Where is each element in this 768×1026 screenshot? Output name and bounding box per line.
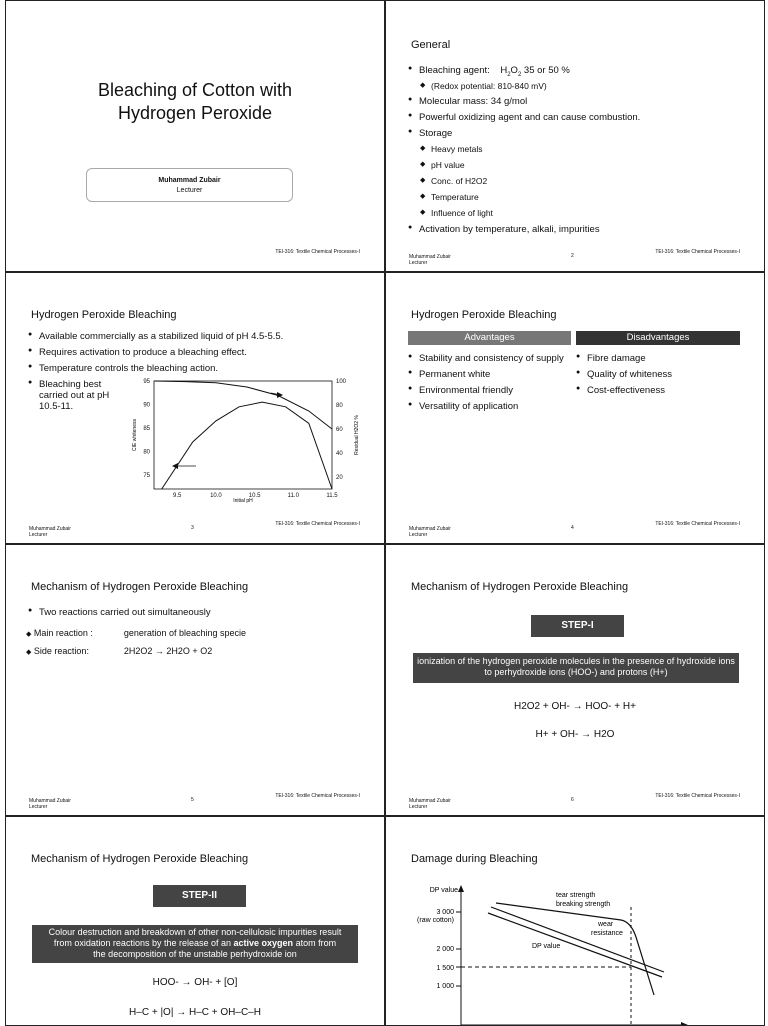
list-item: ● Storage ◆ Heavy metals ◆ pH value ◆ Conc. of H2O2 ◆ Temperature ◆ Influence of light bbox=[408, 128, 640, 218]
bullet-list bbox=[408, 65, 640, 240]
slide-2 bbox=[385, 0, 765, 272]
tick-label: 1 000 bbox=[436, 983, 454, 990]
step-description: Colour destruction and breakdown of other non-cellulosic impurities result from oxidation reactions by the release of an active oxygen atom from the decomposition of the unstable perhydroxide ion bbox=[32, 925, 358, 963]
equation-1: H2O2 + OH- → HOO- + H+ bbox=[514, 701, 636, 712]
series-line-whiteness bbox=[162, 402, 332, 489]
y-tick-label: 85 bbox=[143, 425, 150, 432]
list-item: ● Cost-effectiveness bbox=[576, 385, 672, 396]
y2-axis-label: Residual H2O2 % bbox=[354, 415, 360, 455]
slide-title: Hydrogen Peroxide Bleaching bbox=[411, 309, 557, 321]
slide-4 bbox=[385, 272, 765, 544]
y2-tick-label: 60 bbox=[336, 427, 343, 433]
slide-6 bbox=[385, 544, 765, 816]
x-tick-label: 11.5 bbox=[326, 493, 338, 499]
course-footer: TEI-316: Textile Chemical Processes-I bbox=[655, 521, 740, 527]
list-item: ● Stability and consistency of supply bbox=[408, 353, 564, 364]
slide-8 bbox=[385, 816, 765, 1026]
author-footer: Muhammad Zubair Lecturer bbox=[409, 798, 451, 810]
slide-title: General bbox=[411, 39, 451, 51]
course-footer: TEI-316: Textile Chemical Processes-I bbox=[275, 793, 360, 799]
list-item: ◆ pH value bbox=[419, 160, 640, 170]
side-reaction-row: ◆ Side reaction: 2H2O2 → 2H2O + O2 bbox=[26, 646, 213, 656]
list-item: ◆ Temperature bbox=[419, 192, 640, 202]
list-item: ● Bleaching agent: $H_2O_2$ 35 or 50 % ◆ (Redox potential: 810-840 mV) bbox=[408, 65, 640, 91]
tick-label: 2 000 bbox=[436, 946, 454, 953]
title-line-1: Bleaching of Cotton with bbox=[97, 80, 293, 100]
y-axis-label: DP value bbox=[429, 887, 458, 894]
label-dp-value: DP value bbox=[532, 943, 561, 950]
list-item: ● Permanent white bbox=[408, 369, 564, 380]
list-item: ◆ Heavy metals bbox=[419, 144, 640, 154]
list-item: ● Environmental friendly bbox=[408, 385, 564, 396]
list-item: ◆ Influence of light bbox=[419, 208, 640, 218]
series-line-peroxide bbox=[154, 381, 332, 429]
slide-7 bbox=[5, 816, 385, 1026]
y2-tick-label: 40 bbox=[336, 451, 343, 457]
page-number: 2 bbox=[571, 253, 574, 259]
label-wear: wear bbox=[598, 921, 614, 928]
course-footer: TEI-316: Textile Chemical Processes-I bbox=[655, 793, 740, 799]
disadvantages-header: Disadvantages bbox=[576, 331, 740, 345]
bullet-list bbox=[28, 607, 211, 623]
slide-title: Mechanism of Hydrogen Peroxide Bleaching bbox=[411, 581, 629, 593]
list-item: ● Versatility of application bbox=[408, 401, 564, 412]
slide-5 bbox=[5, 544, 385, 816]
label-breaking-strength: breaking strength bbox=[556, 901, 611, 908]
x-tick-label: 9.5 bbox=[173, 493, 182, 499]
y2-tick-label: 100 bbox=[336, 379, 347, 385]
label-resistance: resistance bbox=[591, 930, 623, 937]
list-item: ● Fibre damage bbox=[576, 353, 672, 364]
y2-tick-label: 20 bbox=[336, 475, 343, 481]
list-item: ● Available commercially as a stabilized liquid of pH 4.5-5.5. bbox=[28, 331, 283, 342]
y-tick-label: 90 bbox=[143, 402, 150, 409]
slide-title: Mechanism of Hydrogen Peroxide Bleaching bbox=[31, 581, 249, 593]
x-axis-arrow bbox=[681, 1022, 688, 1026]
label-tear-strength: tear strength bbox=[556, 892, 596, 899]
list-item: ● Powerful oxidizing agent and can cause combustion. bbox=[408, 112, 640, 123]
equation-2: H–C + |O| → H–C + OH–C–H bbox=[129, 1007, 261, 1018]
list-item: ● Requires activation to produce a bleaching effect. bbox=[28, 347, 283, 358]
wear-resistance-line bbox=[491, 907, 664, 972]
whiteness-peroxide-chart bbox=[126, 371, 366, 506]
step-label: STEP-I bbox=[531, 615, 624, 637]
advantages-column bbox=[408, 353, 564, 417]
list-item: ● Two reactions carried out simultaneously bbox=[28, 607, 211, 618]
author-name: Muhammad Zubair bbox=[158, 177, 221, 184]
y2-tick-label: 80 bbox=[336, 403, 343, 409]
slide-title: Mechanism of Hydrogen Peroxide Bleaching bbox=[31, 853, 249, 865]
advantages-header: Advantages bbox=[408, 331, 571, 345]
list-item: ◆ (Redox potential: 810-840 mV) bbox=[419, 81, 640, 91]
presentation-title bbox=[6, 79, 384, 125]
step-description: ionization of the hydrogen peroxide molecules in the presence of hydroxide ions to perhydroxide ions (HOO-) and protons (H+) bbox=[413, 653, 739, 683]
slide-title: Hydrogen Peroxide Bleaching bbox=[31, 309, 177, 321]
course-footer: TEI-316: Textile Chemical Processes-I bbox=[655, 249, 740, 255]
x-tick-label: 10.0 bbox=[210, 493, 222, 499]
page-number: 3 bbox=[191, 525, 194, 531]
author-footer: Muhammad Zubair Lecturer bbox=[409, 526, 451, 538]
author-box bbox=[86, 168, 293, 202]
main-reaction-row: ◆ Main reaction : generation of bleaching specie bbox=[26, 628, 246, 638]
page-number: 6 bbox=[571, 797, 574, 803]
y-axis-label: CIE whiteness bbox=[132, 419, 138, 451]
x-tick-label: 11.0 bbox=[287, 493, 299, 499]
author-role: Lecturer bbox=[176, 187, 203, 194]
step-label: STEP-II bbox=[153, 885, 246, 907]
tear-strength-line bbox=[496, 903, 654, 995]
course-footer: TEI-316: Textile Chemical Processes-I bbox=[275, 249, 360, 255]
tick-label: (raw cotton) bbox=[417, 917, 454, 924]
list-item: ● Temperature controls the bleaching action. bbox=[28, 363, 283, 374]
list-item: ● Activation by temperature, alkali, impurities bbox=[408, 224, 640, 235]
y-axis-arrow bbox=[458, 885, 464, 892]
slide-title: Damage during Bleaching bbox=[411, 853, 538, 865]
list-item: ● Bleaching best carried out at pH 10.5-11. bbox=[28, 379, 129, 412]
page-number: 4 bbox=[571, 525, 574, 531]
damage-diagram bbox=[386, 877, 765, 1026]
author-footer: Muhammad Zubair Lecturer bbox=[409, 254, 451, 266]
equation-2: H+ + OH- → H2O bbox=[535, 729, 615, 740]
slide-1 bbox=[5, 0, 385, 272]
y-tick-label: 95 bbox=[143, 379, 150, 385]
tick-label: 3 000 bbox=[436, 909, 454, 916]
x-axis-label: Initial pH bbox=[233, 498, 253, 504]
tick-label: 1 500 bbox=[436, 965, 454, 972]
list-item: ◆ Conc. of H2O2 bbox=[419, 176, 640, 186]
y-tick-label: 80 bbox=[143, 449, 150, 456]
course-footer: TEI-316: Textile Chemical Processes-I bbox=[275, 521, 360, 527]
list-item: ● Quality of whiteness bbox=[576, 369, 672, 380]
slide-3 bbox=[5, 272, 385, 544]
disadvantages-column bbox=[576, 353, 672, 401]
page-number: 5 bbox=[191, 797, 194, 803]
x-tick-label: 10.5 bbox=[248, 493, 261, 499]
author-footer: Muhammad Zubair Lecturer bbox=[29, 798, 71, 810]
y-tick-label: 75 bbox=[143, 472, 150, 479]
title-line-2: Hydrogen Peroxide bbox=[117, 103, 273, 123]
list-item: ● Molecular mass: 34 g/mol bbox=[408, 96, 640, 107]
author-footer: Muhammad Zubair Lecturer bbox=[29, 526, 71, 538]
equation-1: HOO- → OH- + [O] bbox=[152, 977, 238, 988]
